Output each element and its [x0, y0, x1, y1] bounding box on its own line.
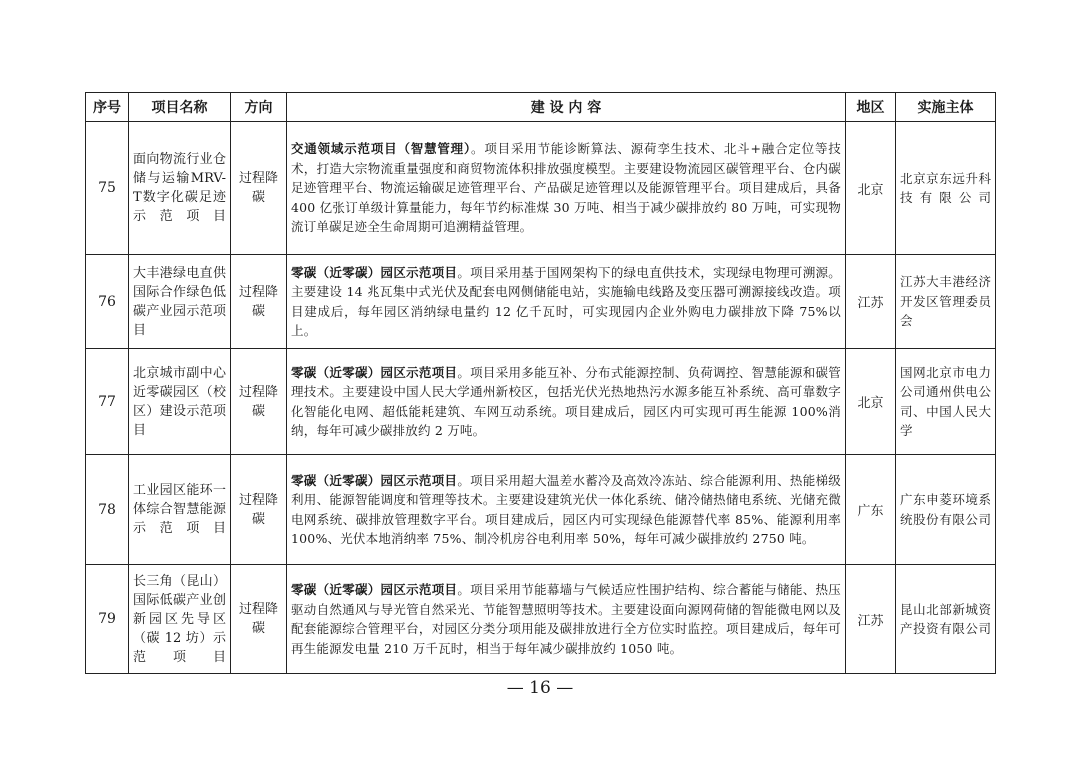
row-region: 江苏 [846, 565, 896, 674]
row-seq: 77 [86, 349, 129, 455]
row-project-name: 大丰港绿电直供国际合作绿色低碳产业园示范项目 [129, 255, 231, 349]
content-text: 。项目采用节能诊断算法、源荷孪生技术、北斗+融合定位等技术，打造大宗物流重量强度和商贸物流体积排放强度模型。主要建设物流园区碳管理平台、仓内碳足迹管理平台、物流运输碳足迹管理平台、产品碳足迹管理以及能源管理平台。项目建成后，具备 400 亿张订单级计算量能力，每年节约标准煤 30 万吨、相当于减少碳排放约 80 万吨，可实现物流订单碳足迹全生命周期可追溯精益管理。 [291, 141, 841, 235]
row-project-name: 长三角（昆山）国际低碳产业创新园区先导区（碳 12 坊）示范项目 [129, 565, 231, 674]
row-entity: 江苏大丰港经济开发区管理委员会 [896, 255, 996, 349]
row-entity: 昆山北部新城资产投资有限公司 [896, 565, 996, 674]
content-text: 。项目采用超大温差水蓄冷及高效冷冻站、综合能源利用、热能梯级利用、能源智能调度和管理等技术。主要建设建筑光伏一体化系统、储冷储热储电系统、光储充微电网系统、碳排放管理数字平台。项目建成后，园区内可实现绿色能源替代率 85%、能源利用率 100%、光伏本地消纳率 75%、制冷机房谷电利用率 50%，每年可减少碳排放约 2750 吨。 [291, 472, 841, 546]
row-seq: 76 [86, 255, 129, 349]
row-project-name: 面向物流行业仓储与运输MRV-T数字化碳足迹示范项目 [129, 122, 231, 255]
content-text: 。项目采用多能互补、分布式能源控制、负荷调控、智慧能源和碳管理技术。主要建设中国人民大学通州新校区，包括光伏光热地热污水源多能互补系统、高可靠数字化智能化电网、超低能耗建筑、车网互动系统。项目建成后，园区内可实现可再生能源 100%消纳，每年可减少碳排放约 2 万吨。 [291, 364, 841, 438]
content-type-label: 零碳（近零碳）园区示范项目 [291, 364, 458, 380]
row-seq: 78 [86, 455, 129, 565]
table-row [86, 122, 996, 255]
header-seq: 序号 [86, 93, 129, 122]
row-direction: 过程降碳 [231, 565, 287, 674]
row-region: 北京 [846, 349, 896, 455]
row-content [287, 122, 846, 255]
row-direction: 过程降碳 [231, 349, 287, 455]
row-content [287, 349, 846, 455]
content-type-label: 零碳（近零碳）园区示范项目 [291, 472, 458, 488]
row-direction: 过程降碳 [231, 455, 287, 565]
row-entity: 国网北京市电力公司通州供电公司、中国人民大学 [896, 349, 996, 455]
table-row [86, 349, 996, 455]
header-region: 地区 [846, 93, 896, 122]
content-type-label: 零碳（近零碳）园区示范项目 [291, 582, 458, 597]
row-region: 北京 [846, 122, 896, 255]
row-content [287, 565, 846, 674]
row-content [287, 455, 846, 565]
content-type-label: 交通领域示范项目（智慧管理） [291, 141, 472, 157]
page-number: — 16 — [506, 678, 574, 698]
content-text: 。项目采用基于国网架构下的绿电直供技术，实现绿电物理可溯源。主要建设 14 兆瓦集中式光伏及配套电网侧储能电站，实施输电线路及变压器可溯源接线改造。项目建成后，每年园区消纳绿电量约 12 亿千瓦时，可实现园内企业外购电力碳排放下降 75%以上。 [291, 264, 841, 338]
header-entity: 实施主体 [896, 93, 996, 122]
table-row [86, 455, 996, 565]
row-seq: 75 [86, 122, 129, 255]
header-direction: 方向 [231, 93, 287, 122]
table-header-row [86, 93, 996, 122]
row-seq: 79 [86, 565, 129, 674]
row-project-name: 北京城市副中心近零碳园区（校区）建设示范项目 [129, 349, 231, 455]
content-type-label: 零碳（近零碳）园区示范项目 [291, 264, 458, 280]
row-entity: 广东申菱环境系统股份有限公司 [896, 455, 996, 565]
row-project-name: 工业园区能环一体综合智慧能源示范项目 [129, 455, 231, 565]
row-region: 广东 [846, 455, 896, 565]
row-content [287, 255, 846, 349]
row-direction: 过程降碳 [231, 255, 287, 349]
table-row [86, 255, 996, 349]
row-entity: 北京京东远升科技有限公司 [896, 122, 996, 255]
table-row [86, 565, 996, 674]
project-table [85, 92, 996, 674]
header-name: 项目名称 [129, 93, 231, 122]
content-text: 。项目采用节能幕墙与气候适应性围护结构、综合蓄能与储能、热压驱动自然通风与导光管自然采光、节能智慧照明等技术。主要建设面向源网荷储的智能微电网以及配套能源综合管理平台，对园区分类分项用能及碳排放进行全方位实时监控。项目建成后，每年可再生能源发电量 210 万千瓦时，相当于每年减少碳排放约 1050 吨。 [291, 582, 841, 656]
header-content: 建 设 内 容 [287, 93, 846, 122]
row-direction: 过程降碳 [231, 122, 287, 255]
row-region: 江苏 [846, 255, 896, 349]
